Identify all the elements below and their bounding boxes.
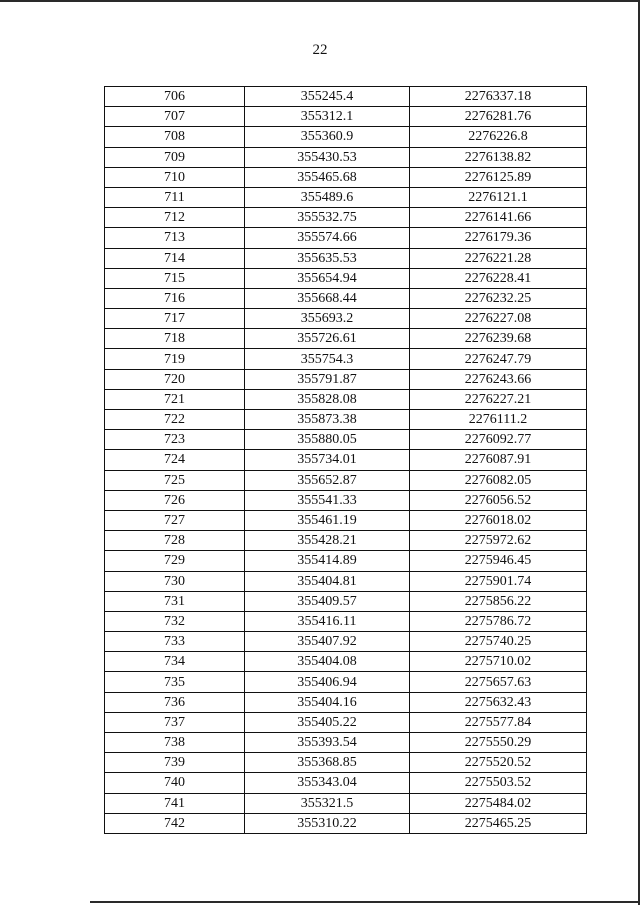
y-coordinate-cell: 2276121.1	[410, 187, 587, 207]
table-row	[105, 430, 587, 450]
table-row	[105, 288, 587, 308]
point-number-cell: 725	[105, 470, 245, 490]
table-row	[105, 632, 587, 652]
table-row	[105, 410, 587, 430]
table-row	[105, 309, 587, 329]
x-coordinate-cell: 355428.21	[245, 531, 410, 551]
table-row	[105, 672, 587, 692]
y-coordinate-cell: 2276239.68	[410, 329, 587, 349]
x-coordinate-cell: 355532.75	[245, 208, 410, 228]
point-number-cell: 727	[105, 510, 245, 530]
y-coordinate-cell: 2276141.66	[410, 208, 587, 228]
point-number-cell: 718	[105, 329, 245, 349]
table-row	[105, 813, 587, 833]
table-row	[105, 167, 587, 187]
table-row	[105, 389, 587, 409]
y-coordinate-cell: 2276227.08	[410, 309, 587, 329]
x-coordinate-cell: 355343.04	[245, 773, 410, 793]
point-number-cell: 724	[105, 450, 245, 470]
point-number-cell: 737	[105, 712, 245, 732]
x-coordinate-cell: 355312.1	[245, 107, 410, 127]
table-row	[105, 127, 587, 147]
point-number-cell: 726	[105, 490, 245, 510]
y-coordinate-cell: 2275465.25	[410, 813, 587, 833]
point-number-cell: 719	[105, 349, 245, 369]
point-number-cell: 740	[105, 773, 245, 793]
y-coordinate-cell: 2275856.22	[410, 591, 587, 611]
table-row	[105, 692, 587, 712]
x-coordinate-cell: 355654.94	[245, 268, 410, 288]
point-number-cell: 741	[105, 793, 245, 813]
y-coordinate-cell: 2276056.52	[410, 490, 587, 510]
table-row	[105, 369, 587, 389]
y-coordinate-cell: 2275657.63	[410, 672, 587, 692]
table-row	[105, 329, 587, 349]
x-coordinate-cell: 355430.53	[245, 147, 410, 167]
x-coordinate-cell: 355465.68	[245, 167, 410, 187]
table-row	[105, 107, 587, 127]
point-number-cell: 715	[105, 268, 245, 288]
y-coordinate-cell: 2275550.29	[410, 733, 587, 753]
x-coordinate-cell: 355791.87	[245, 369, 410, 389]
y-coordinate-cell: 2275946.45	[410, 551, 587, 571]
x-coordinate-cell: 355414.89	[245, 551, 410, 571]
page-edge-top	[0, 0, 640, 2]
x-coordinate-cell: 355404.08	[245, 652, 410, 672]
point-number-cell: 709	[105, 147, 245, 167]
point-number-cell: 716	[105, 288, 245, 308]
y-coordinate-cell: 2276092.77	[410, 430, 587, 450]
y-coordinate-cell: 2276243.66	[410, 369, 587, 389]
x-coordinate-cell: 355693.2	[245, 309, 410, 329]
y-coordinate-cell: 2275503.52	[410, 773, 587, 793]
point-number-cell: 706	[105, 87, 245, 107]
y-coordinate-cell: 2275710.02	[410, 652, 587, 672]
y-coordinate-cell: 2276227.21	[410, 389, 587, 409]
y-coordinate-cell: 2276221.28	[410, 248, 587, 268]
table-row	[105, 611, 587, 631]
point-number-cell: 738	[105, 733, 245, 753]
y-coordinate-cell: 2276138.82	[410, 147, 587, 167]
table-row	[105, 551, 587, 571]
table-row	[105, 349, 587, 369]
point-number-cell: 739	[105, 753, 245, 773]
y-coordinate-cell: 2276087.91	[410, 450, 587, 470]
table-row	[105, 87, 587, 107]
x-coordinate-cell: 355407.92	[245, 632, 410, 652]
point-number-cell: 731	[105, 591, 245, 611]
x-coordinate-cell: 355360.9	[245, 127, 410, 147]
point-number-cell: 717	[105, 309, 245, 329]
table-row	[105, 490, 587, 510]
y-coordinate-cell: 2275972.62	[410, 531, 587, 551]
y-coordinate-cell: 2276228.41	[410, 268, 587, 288]
table-row	[105, 510, 587, 530]
y-coordinate-cell: 2275740.25	[410, 632, 587, 652]
x-coordinate-cell: 355734.01	[245, 450, 410, 470]
y-coordinate-cell: 2275577.84	[410, 712, 587, 732]
x-coordinate-cell: 355310.22	[245, 813, 410, 833]
point-number-cell: 714	[105, 248, 245, 268]
point-number-cell: 711	[105, 187, 245, 207]
x-coordinate-cell: 355873.38	[245, 410, 410, 430]
x-coordinate-cell: 355406.94	[245, 672, 410, 692]
table-row	[105, 531, 587, 551]
y-coordinate-cell: 2276111.2	[410, 410, 587, 430]
point-number-cell: 742	[105, 813, 245, 833]
point-number-cell: 722	[105, 410, 245, 430]
x-coordinate-cell: 355489.6	[245, 187, 410, 207]
x-coordinate-cell: 355404.81	[245, 571, 410, 591]
x-coordinate-cell: 355409.57	[245, 591, 410, 611]
point-number-cell: 734	[105, 652, 245, 672]
y-coordinate-cell: 2276226.8	[410, 127, 587, 147]
y-coordinate-cell: 2276018.02	[410, 510, 587, 530]
y-coordinate-cell: 2276232.25	[410, 288, 587, 308]
x-coordinate-cell: 355880.05	[245, 430, 410, 450]
x-coordinate-cell: 355574.66	[245, 228, 410, 248]
x-coordinate-cell: 355245.4	[245, 87, 410, 107]
x-coordinate-cell: 355668.44	[245, 288, 410, 308]
x-coordinate-cell: 355368.85	[245, 753, 410, 773]
table-row	[105, 712, 587, 732]
y-coordinate-cell: 2275484.02	[410, 793, 587, 813]
coordinates-table-body	[105, 87, 587, 834]
x-coordinate-cell: 355726.61	[245, 329, 410, 349]
coordinates-table	[104, 86, 587, 834]
table-row	[105, 228, 587, 248]
table-row	[105, 773, 587, 793]
y-coordinate-cell: 2276337.18	[410, 87, 587, 107]
y-coordinate-cell: 2276082.05	[410, 470, 587, 490]
point-number-cell: 720	[105, 369, 245, 389]
table-row	[105, 450, 587, 470]
point-number-cell: 723	[105, 430, 245, 450]
y-coordinate-cell: 2275632.43	[410, 692, 587, 712]
x-coordinate-cell: 355652.87	[245, 470, 410, 490]
x-coordinate-cell: 355828.08	[245, 389, 410, 409]
table-row	[105, 591, 587, 611]
y-coordinate-cell: 2276125.89	[410, 167, 587, 187]
point-number-cell: 732	[105, 611, 245, 631]
point-number-cell: 735	[105, 672, 245, 692]
x-coordinate-cell: 355416.11	[245, 611, 410, 631]
point-number-cell: 721	[105, 389, 245, 409]
page-number: 22	[312, 42, 328, 58]
table-row	[105, 733, 587, 753]
point-number-cell: 733	[105, 632, 245, 652]
x-coordinate-cell: 355405.22	[245, 712, 410, 732]
y-coordinate-cell: 2276281.76	[410, 107, 587, 127]
table-row	[105, 147, 587, 167]
table-row	[105, 571, 587, 591]
point-number-cell: 713	[105, 228, 245, 248]
table-row	[105, 793, 587, 813]
x-coordinate-cell: 355461.19	[245, 510, 410, 530]
y-coordinate-cell: 2275520.52	[410, 753, 587, 773]
page-edge-bottom	[90, 901, 638, 903]
x-coordinate-cell: 355754.3	[245, 349, 410, 369]
table-row	[105, 470, 587, 490]
table-row	[105, 248, 587, 268]
table-row	[105, 652, 587, 672]
point-number-cell: 708	[105, 127, 245, 147]
y-coordinate-cell: 2276179.36	[410, 228, 587, 248]
point-number-cell: 729	[105, 551, 245, 571]
y-coordinate-cell: 2275901.74	[410, 571, 587, 591]
point-number-cell: 710	[105, 167, 245, 187]
x-coordinate-cell: 355541.33	[245, 490, 410, 510]
point-number-cell: 728	[105, 531, 245, 551]
table-row	[105, 753, 587, 773]
table-row	[105, 268, 587, 288]
table-row	[105, 208, 587, 228]
point-number-cell: 736	[105, 692, 245, 712]
x-coordinate-cell: 355635.53	[245, 248, 410, 268]
table-row	[105, 187, 587, 207]
y-coordinate-cell: 2275786.72	[410, 611, 587, 631]
point-number-cell: 707	[105, 107, 245, 127]
y-coordinate-cell: 2276247.79	[410, 349, 587, 369]
x-coordinate-cell: 355393.54	[245, 733, 410, 753]
x-coordinate-cell: 355404.16	[245, 692, 410, 712]
point-number-cell: 712	[105, 208, 245, 228]
x-coordinate-cell: 355321.5	[245, 793, 410, 813]
point-number-cell: 730	[105, 571, 245, 591]
